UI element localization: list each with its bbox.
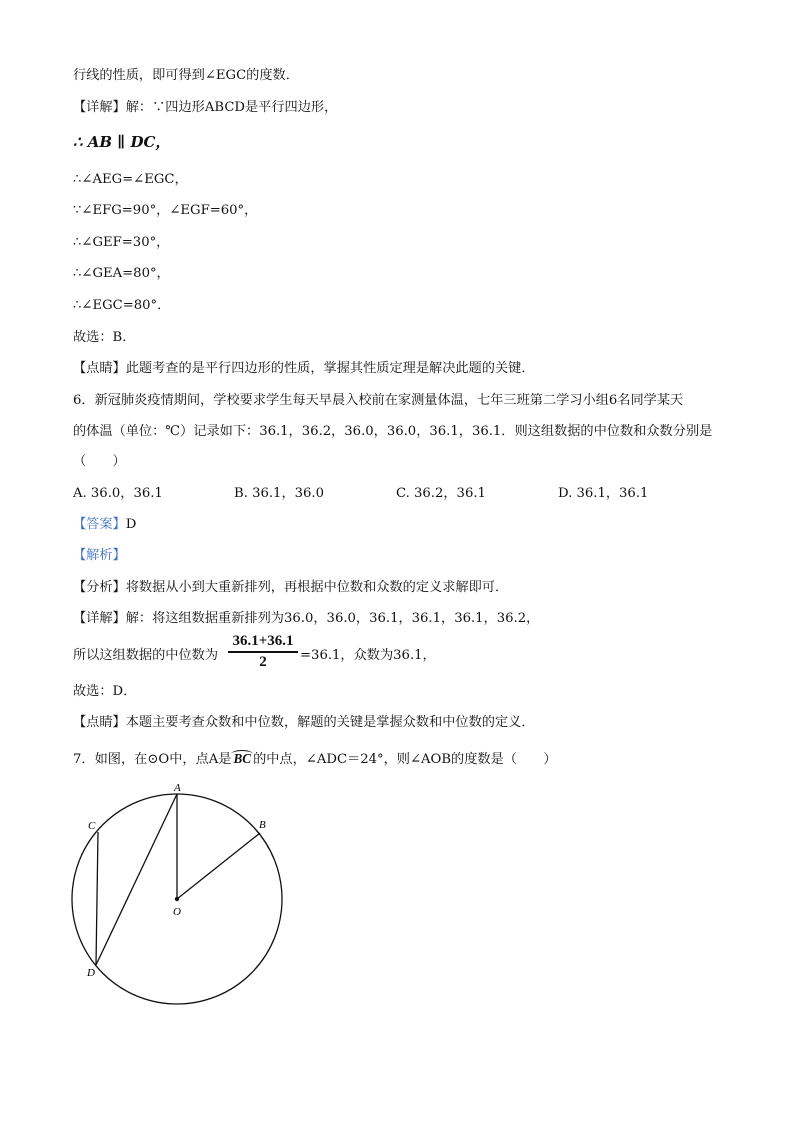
text-line: 故选：B． [73, 330, 136, 345]
text-line: 故选：D． [73, 684, 137, 699]
text-line: 【点睛】此题考查的是平行四边形的性质，掌握其性质定理是解决此题的关键． [73, 361, 535, 376]
question-7-text: 7．如图，在⊙O中，点A是 [73, 752, 232, 767]
segment-cd [96, 832, 98, 965]
option-d: D. 36.1，36.1 [558, 486, 649, 501]
question-7-line [73, 749, 557, 770]
text-line: 行线的性质，即可得到∠EGC的度数． [73, 68, 299, 83]
option-b: B. 36.1，36.0 [234, 486, 324, 501]
option-a: A. 36.0，36.1 [73, 486, 163, 501]
label-b: B [259, 819, 266, 831]
center-point [175, 897, 179, 901]
text-line: ∵∠EFG=90°，∠EGF=60°， [73, 203, 258, 218]
circle-figure [60, 780, 300, 1010]
label-d: D [87, 967, 95, 979]
label-c: C [88, 820, 96, 832]
question-6-line: 的体温（单位：℃）记录如下：36.1，36.2，36.0，36.0，36.1，36.1．则这组数据的中位数和众数分别是 [73, 424, 713, 439]
text-line: ∴∠EGC=80°． [73, 298, 171, 313]
text-line: 【详解】解：将这组数据重新排列为36.0，36.0，36.1，36.1，36.1，36.2， [73, 611, 540, 626]
text-line: 所以这组数据的中位数为 [73, 648, 219, 663]
fraction-numerator: 36.1+36.1 [232, 633, 294, 649]
option-c: C. 36.2，36.1 [396, 486, 486, 501]
question-7-text: 的中点，∠ADC＝24°，则∠AOB的度数是（ ） [253, 752, 557, 767]
question-6-line: 6．新冠肺炎疫情期间，学校要求学生每天早晨入校前在家测量体温，七年三班第二学习小组6名同学某天 [73, 393, 684, 408]
fraction-denominator: 2 [259, 653, 267, 670]
fraction [228, 633, 298, 671]
arc-bc-label: BC [233, 751, 252, 766]
text-line: ∴ AB ∥ DC， [73, 133, 171, 151]
text-line: =36.1，众数为36.1， [300, 648, 436, 663]
segment-ob [177, 833, 260, 899]
answer-label: 【答案】 [73, 517, 126, 532]
fraction-bar [228, 651, 298, 653]
text-line: ∴∠AEG=∠EGC， [73, 172, 188, 187]
text-line: ∴∠GEA=80°， [73, 266, 170, 281]
text-line: 【详解】解：∵四边形ABCD是平行四边形， [73, 100, 338, 115]
label-a: A [174, 782, 181, 794]
answer-value: D [125, 517, 137, 532]
text-line: 【点睛】本题主要考查众数和中位数，解题的关键是掌握众数和中位数的定义． [73, 715, 535, 730]
label-o: O [173, 906, 181, 918]
answer-line [73, 515, 136, 535]
text-line: 【分析】将数据从小到大重新排列，再根据中位数和众数的定义求解即可． [73, 580, 509, 595]
analysis-label: 【解析】 [73, 548, 126, 563]
text-line: ∴∠GEF=30°， [73, 235, 170, 250]
question-6-line: （ ） [73, 454, 126, 469]
